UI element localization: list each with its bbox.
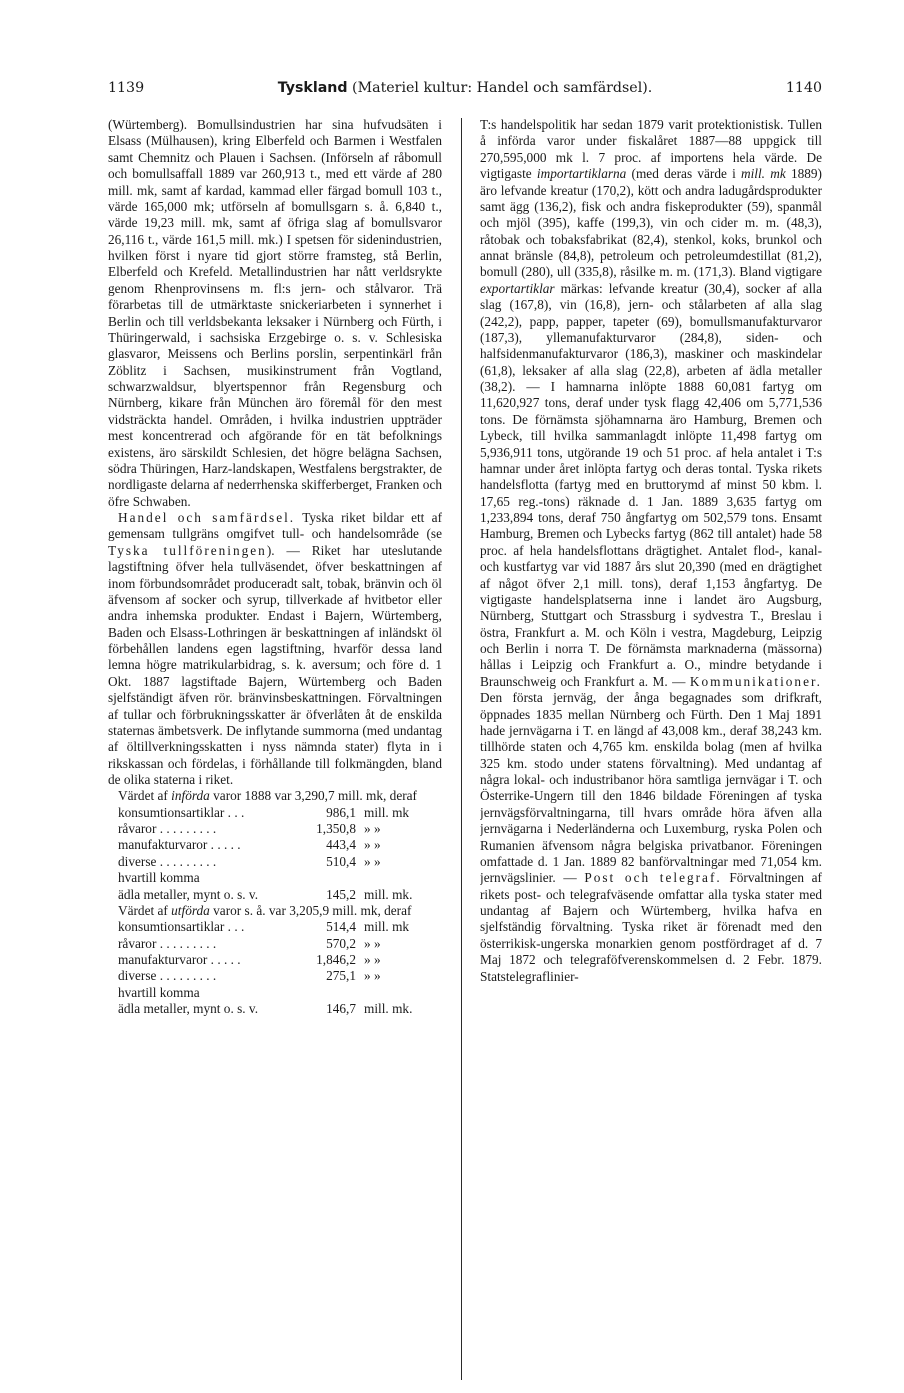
table-row: manufakturvaror . . . . . 1,846,2 » » xyxy=(118,952,381,967)
table-row: diverse . . . . . . . . . 275,1 » » xyxy=(118,968,381,984)
page-header xyxy=(108,80,822,102)
table-row: manufakturvaror . . . . . 443,4 » » xyxy=(118,837,381,853)
table-row: ädla metaller, mynt o. s. v. 146,7 mill. mk. xyxy=(118,1001,413,1017)
imports-intro: Värdet af införda varor 1888 var 3,290,7 mill. mk, deraf xyxy=(118,788,417,804)
section-heading-trade: Handel och samfärdsel. xyxy=(118,510,296,525)
table-row: råvaror . . . . . . . . . 570,2 » » xyxy=(118,935,381,951)
running-title xyxy=(108,80,822,96)
section-heading-post-telegraph: Post och telegraf. xyxy=(584,870,722,886)
cross-reference: Tyska tullföreningen xyxy=(108,542,267,558)
table-row: hvartill komma xyxy=(118,870,200,886)
page-number-left: 1139 xyxy=(108,80,145,96)
exports-intro: Värdet af utförda varor s. å. var 3,205,9 mill. mk, deraf xyxy=(118,902,412,918)
table-row: konsumtionsartiklar . . . 514,4 mill. mk xyxy=(118,919,410,935)
column-divider xyxy=(461,118,462,1380)
table-row: konsumtionsartiklar . . . 986,1 mill. mk xyxy=(118,804,410,820)
running-title-bold: Tyskland xyxy=(277,80,348,96)
left-paragraph-industry: (Würtemberg). Bomullsindustrien har sina hufvudsäten i Elsass (Mülhausen), kring Elberfeld och Barmen i Westfalen samt Chemnitz och Plauen i Sachsen. (Införseln af råbomull och bomullsaffall 1889 var 260,913 t., med ett värde af 280 mill. mk, samt af kardad, kammad eller färgad bomull 103 t., värde 165,000 mk; utförseln af bomullsgarn s. å. 6,840 t., värde 19,23 mill. mk, samt af öfriga slag af bomullsvaror 26,116 t., värde 161,5 mill. mk.) I spetsen för sidenindustrien, hvilken först i nyare tid gjort större framsteg, stå Berlin, Elberfeld och Krefeld. Metallindustrien har nått verldsrykte genom Rhenprovinsens m. fl:s jern- och stålvaror. Trä förarbetas till de utmärktaste snickeriarbeten i synnerhet i Berlin och till verldsbekanta leksaker i Nürnberg och Fürth, i Thüringerwald, i sachsiska Erzgebirge o. s. v. Schlesiska glasvaror, Meissens och Berlins porslin, serpentinkärl från Zöblitz i Sachsen, musikinstrument från Vogtland, schwarzwaldsur, blyertspennor från Regensburg och Nürnberg, kikare från München äro föremål för den mest vidsträckta handel. Områden, i hvilka industrien uppträder mest koncentrerad och afgörande för en tät befolknings existens, äro särskildt Schlesien, det högre belägna Sachsen, södra Thüringen, Harz-landskapen, Westfalens bergstrakter, de nordligaste delarna af nederrhenska skifferberget, Franken och öfre Schwaben. xyxy=(108,117,442,509)
right-paragraph: T:s handelspolitik har sedan 1879 varit protektionistisk. Tullen å införda varor under fiskalåret 1887—88 uppgick till 270,595,000 mk l. 7 proc. af importens hela värde. De vigtigaste importartiklarna (med deras värde i mill. mk 1889) äro lefvande kreatur (170,2), kött och andra ladugårdsprodukter samt ägg (136,2), fisk och andra fiskeprodukter (59), spanmål och mjöl (395), kaffe (199,3), vin och cider m. m. (48,3), råtobak och tobaksfabrikat (82,4), stenkol, koks, brunkol och annat bränsle (84,8), petroleum och petroleumdestillat (81,2), bomull (280), ull (335,8), råsilke m. m. (171,3). Bland vigtigare exportartiklar märkas: lefvande kreatur (30,4), socker af alla slag (167,8), vin (16,8), jern- och stålarbeten af alla slag (242,2), papp, papper, tapeter (69), bomullsmanufakturvaror (187,3), yllemanufakturvaror (284,8), siden- och halfsidenmanufakturvaror (186,3), maskiner och maskindelar (61,8), leksaker af alla slag (22,8), arbeten af ädla metaller (38,2). — I hamnarna inlöpte 1888 60,081 fartyg om 11,620,927 tons, deraf under tysk flagg 42,406 om 5,771,536 tons. De förnämsta sjöhamnarna äro Hamburg, Bremen och Lybeck, till hvilka sammanlagdt inlöpte 11,498 fartyg om 5,936,911 tons, utgörande 19 och 51 proc. af hela antalet i T:s hamnar under året inlöpta fartyg och deras tontal. Tyska rikets handelsflotta (fartyg med en bruttorymd af minst 50 kbm. l. 17,65 reg.-tons) räknade d. 1 Jan. 1889 3,635 fartyg om 1,233,894 tons, deraf 750 ångfartyg om 502,579 tons. Ensamt Hamburg, Bremen och Lybecks fartyg (862 till antalet) hade 58 proc. af hela handelsflottans drägtighet. Antalet flod-, kanal- och kustfartyg var vid 1887 års slut 20,390 (med en drägtighet af något öfver 2,1 mill. tons), deraf 1,153 ångfartyg. De vigtigaste handelsplatserna inne i landet äro Augsburg, Nürnberg, Stuttgart och Strassburg i sydvestra T., Breslau i östra, Frankfurt a. M. och Köln i vestra, Magdeburg, Leipzig och Berlin i norra T. De förnämsta marknaderna (mässorna) hållas i Leipzig och Frankfurt a. O., mindre betydande i Braunschweig och Frankfurt a. M. — Kommunikationer. Den första jernväg, der ånga begagnades som drifkraft, öppnades 1835 mellan Nürnberg och Fürth. Den 1 Maj 1891 hade jernvägarna i T. en längd af 43,008 km., deraf 38,243 km. tillhörde staten och 4,765 km. enskilda bolag (men af hvilka 325 km. stodo under statens förvaltning). Med undantag af några lokal- och industribanor höra samtliga jernvägar i T. och Österrike-Ungern till den 1846 bildade Föreningen af tyska jernvägsförvaltningarna, till hvars område höra äfven alla jernvägarna i Nederländerna och Luxemburg, ryska Polen och Rumanien äfvensom några belgiska privatbanor. Föreningen omfattade d. 1 Jan. 1889 82 banförvaltningar med 71,054 km. jernvägslinier. — Post och telegraf. Förvaltningen af rikets post- och telegrafväsende omfattar alla tyska stater med undantag af Bajern och Würtemberg, hvilka hafva en sjelfständig förvaltning. Tyska riket är förenadt med den österrikisk-ungerska monarkien genom postfördraget af d. 7 Maj 1872 och telegraföfverenskommelsen d. 2 Febr. 1879. Statstelegraflinier- xyxy=(480,117,822,984)
table-row: råvaror . . . . . . . . . 1,350,8 » » xyxy=(118,821,381,837)
exports-table xyxy=(108,919,442,1017)
table-row: diverse . . . . . . . . . 510,4 » » xyxy=(118,853,381,869)
right-column xyxy=(480,117,822,1379)
imports-table xyxy=(108,805,442,903)
running-title-rest: (Materiel kultur: Handel och samfärdsel). xyxy=(347,80,653,96)
table-row: hvartill komma xyxy=(118,984,200,1000)
page-number-right: 1140 xyxy=(785,80,822,96)
left-paragraph-trade: Handel och samfärdsel. Tyska riket bildar ett af gemensam tullgräns omgifvet tull- och handelsområde (se Tyska tullföreningen). — Riket har uteslutande lagstiftning öfver hela tullväsendet, öfver beskattningen af inom förbundsområdet produceradt salt, tobak, bränvin och öl äfvensom af socker och syrup, tillverkade af hvitbetor eller andra inhemska produkter. Endast i Bajern, Würtemberg, Baden och Elsass-Lothringen är beskattningen af inländskt öl förbehållen landens egen lagstiftning, hvarför dessa land lemna högre matrikularbidrag, s. k. aversum; och före d. 1 Okt. 1887 lagstiftade Bajern, Würtemberg och Baden sjelfständigt äfven rör. bränvinsbeskattningen. Förvaltningen af tullar och förbrukningsskatter är öfverlåten åt de enskilda staternas ämbetsverk. De inflytande summorna (med undantag af öltillverkningsskatten i nyss nämnda stater) flyta in i rikskassan och fördelas, i förhållande till folkmängden, bland de olika staterna i riket. xyxy=(108,510,442,787)
section-heading-communications: Kommunikationer. xyxy=(689,673,822,689)
left-column xyxy=(108,117,442,1379)
table-row: ädla metaller, mynt o. s. v. 145,2 mill. mk. xyxy=(118,886,413,902)
